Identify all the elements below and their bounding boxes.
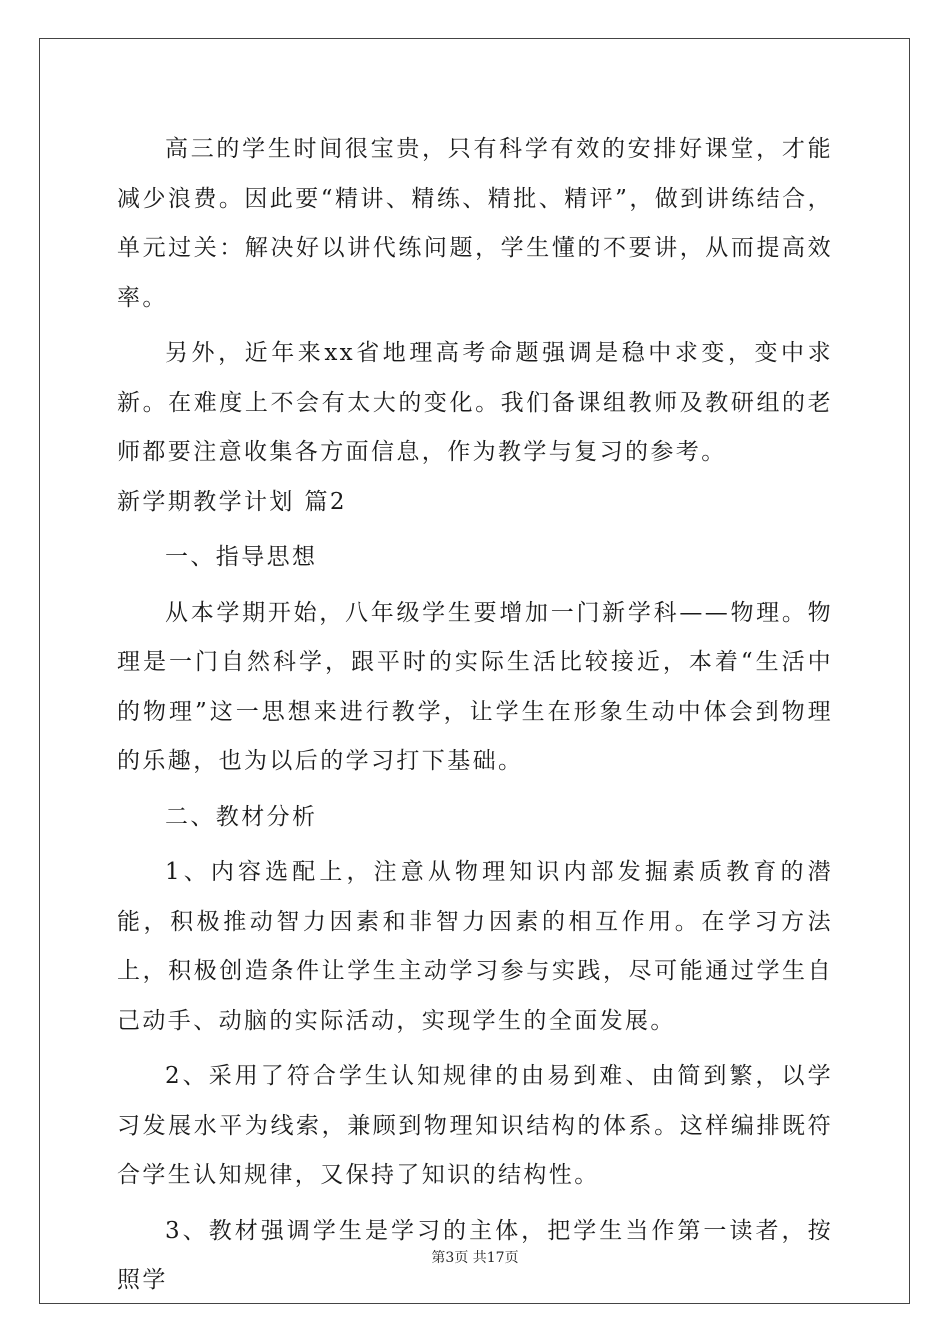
paragraph: 1、内容选配上，注意从物理知识内部发掘素质教育的潜能，积极推动智力因素和非智力因素的相互作用。在学习方法上，积极创造条件让学生主动学习参与实践，尽可能通过学生自己动手、动脑的实际活动，实现学生的全面发展。 <box>117 859 833 1034</box>
page-footer: 第3页 共17页 <box>431 1250 519 1266</box>
paragraph: 高三的学生时间很宝贵，只有科学有效的安排好课堂，才能减少浪费。因此要“精讲、精练、精批、精评”，做到讲练结合，单元过关：解决好以讲代练问题，学生懂的不要讲，从而提高效率。 <box>117 136 833 311</box>
heading: 二、教材分析 <box>165 803 318 830</box>
section-title: 新学期教学计划 篇2 <box>117 488 347 515</box>
paragraph: 另外，近年来xx省地理高考命题强调是稳中求变，变中求新。在难度上不会有太大的变化。我们备课组教师及教研组的老师都要注意收集各方面信息，作为教学与复习的参考。 <box>117 340 833 465</box>
heading: 一、指导思想 <box>165 544 318 570</box>
paragraph: 2、采用了符合学生认知规律的由易到难、由简到繁，以学习发展水平为线索，兼顾到物理知识结构的体系。这样编排既符合学生认知规律，又保持了知识的结构性。 <box>117 1063 833 1188</box>
paragraph: 3、教材强调学生是学习的主体，把学生当作第一读者，按照学 <box>117 1217 833 1293</box>
paragraph: 从本学期开始，八年级学生要增加一门新学科——物理。物理是一门自然科学，跟平时的实际生活比较接近，本着“生活中的物理”这一思想来进行教学，让学生在形象生动中体会到物理的乐趣，也为以后的学习打下基础。 <box>117 599 833 774</box>
document-body <box>117 125 833 1306</box>
